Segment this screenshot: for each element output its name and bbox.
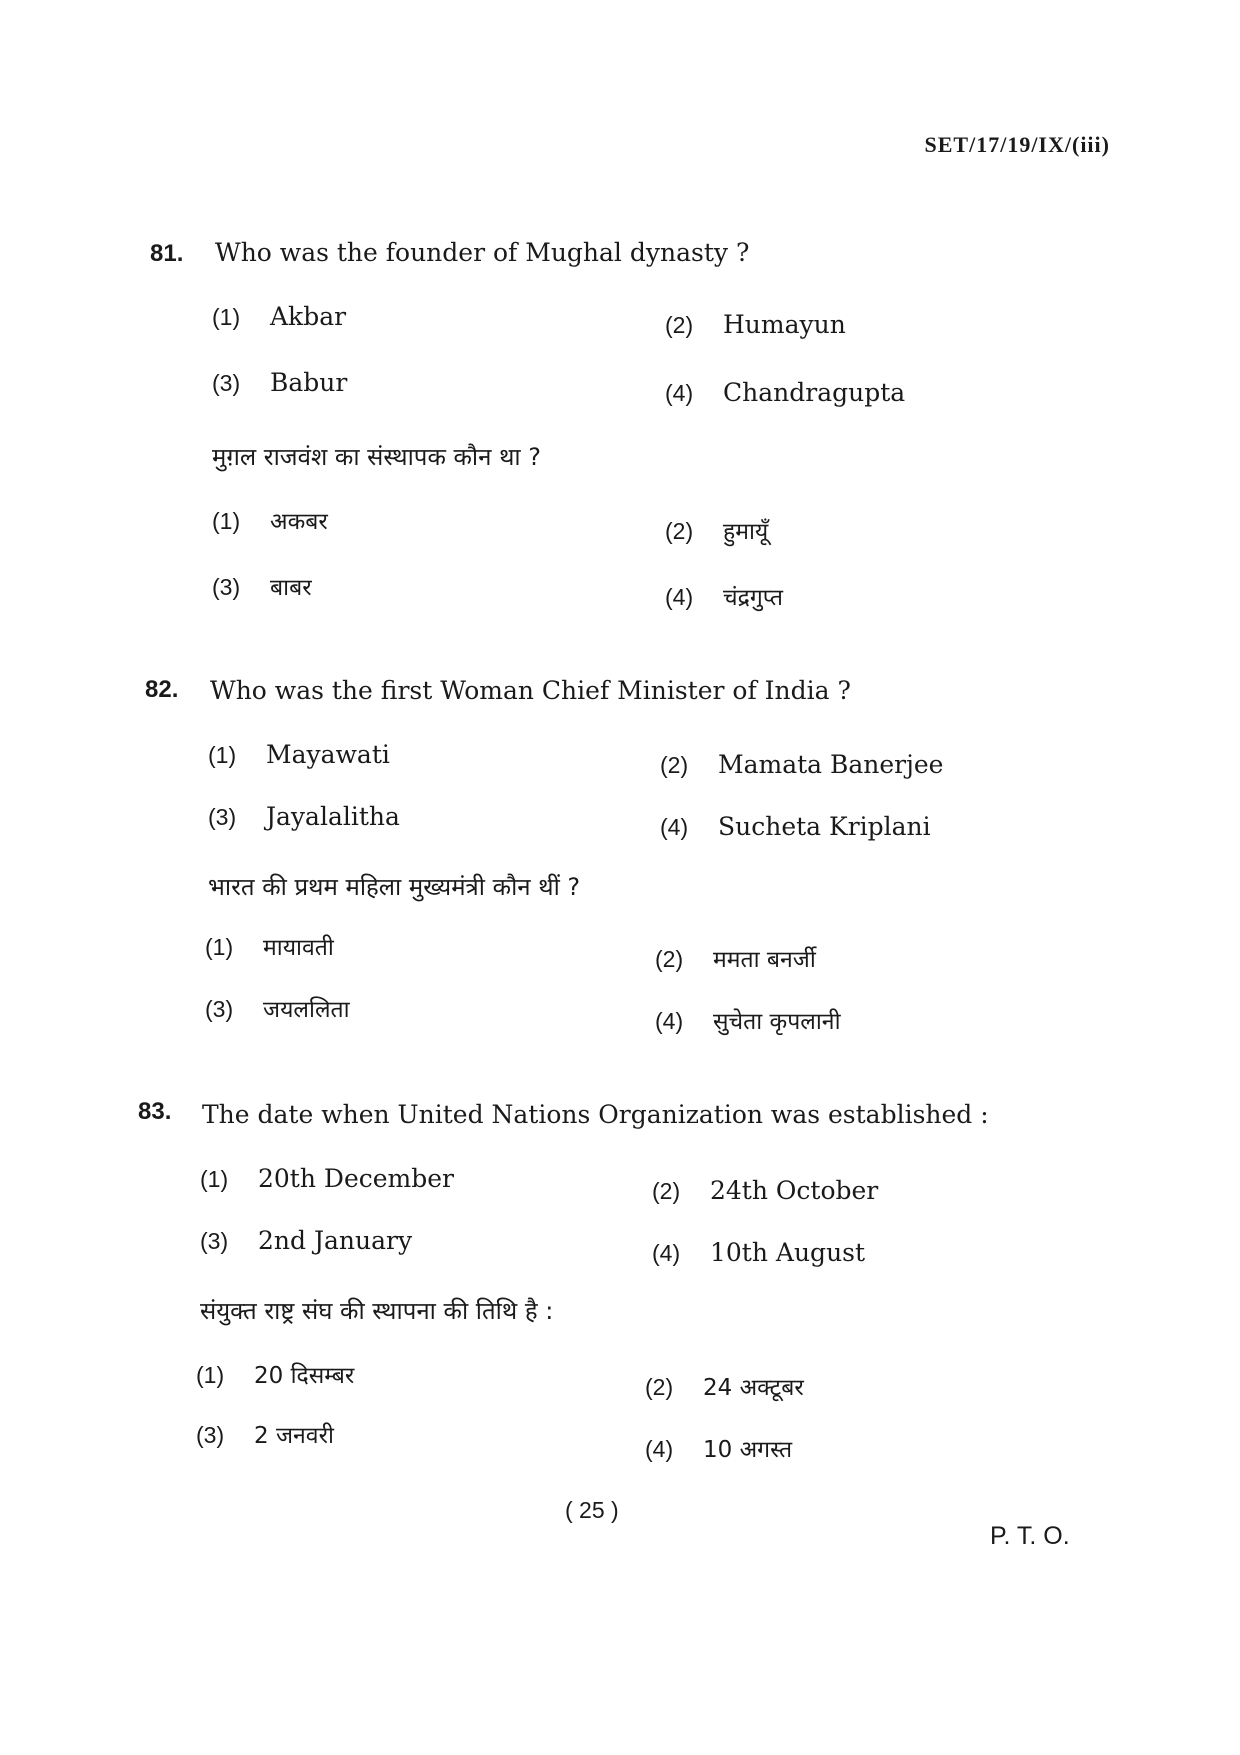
paper-code: SET/17/19/IX/(iii) [924,132,1110,157]
page-number: ( 25 ) [565,1497,619,1523]
option-3-en: (3) Jayalalitha [208,802,400,831]
option-2-en: (2) Humayun [665,310,846,339]
question-text-en: Who was the founder of Mughal dynasty ? [215,238,750,267]
option-2-en: (2) Mamata Banerjee [660,750,944,779]
option-1-hi: (1) अकबर [212,508,328,535]
option-3-hi: (3) 2 जनवरी [196,1422,334,1449]
question-text-hi: संयुक्त राष्ट्र संघ की स्थापना की तिथि है : [200,1297,554,1325]
question-number: 81. [150,240,184,267]
option-1-en: (1) Mayawati [208,740,390,769]
option-2-hi: (2) 24 अक्टूबर [645,1374,804,1401]
option-4-hi: (4) 10 अगस्त [645,1436,793,1463]
option-3-hi: (3) जयललिता [205,996,350,1023]
question-text-en: Who was the first Woman Chief Minister of India ? [210,676,851,705]
option-4-hi: (4) सुचेता कृपलानी [655,1008,841,1035]
option-4-en: (4) 10th August [652,1238,866,1267]
question-text-en: The date when United Nations Organization was established : [202,1100,989,1129]
option-4-en: (4) Chandragupta [665,378,906,407]
question-text-hi: मुग़ल राजवंश का संस्थापक कौन था ? [212,443,542,471]
option-1-hi: (1) मायावती [205,934,334,961]
option-3-en: (3) 2nd January [200,1226,413,1255]
option-4-en: (4) Sucheta Kriplani [660,812,931,841]
option-1-en: (1) Akbar [212,302,347,331]
question-number: 83. [138,1098,172,1125]
question-text-hi: भारत की प्रथम महिला मुख्यमंत्री कौन थीं ? [208,873,581,901]
option-2-hi: (2) हुमायूँ [665,518,769,545]
option-1-en: (1) 20th December [200,1164,454,1193]
option-1-hi: (1) 20 दिसम्बर [196,1362,355,1389]
option-2-en: (2) 24th October [652,1176,879,1205]
option-3-hi: (3) बाबर [212,574,312,601]
pto-label: P. T. O. [990,1522,1070,1550]
option-2-hi: (2) ममता बनर्जी [655,946,816,973]
option-3-en: (3) Babur [212,368,348,397]
option-4-hi: (4) चंद्रगुप्त [665,584,783,611]
question-number: 82. [145,676,179,703]
